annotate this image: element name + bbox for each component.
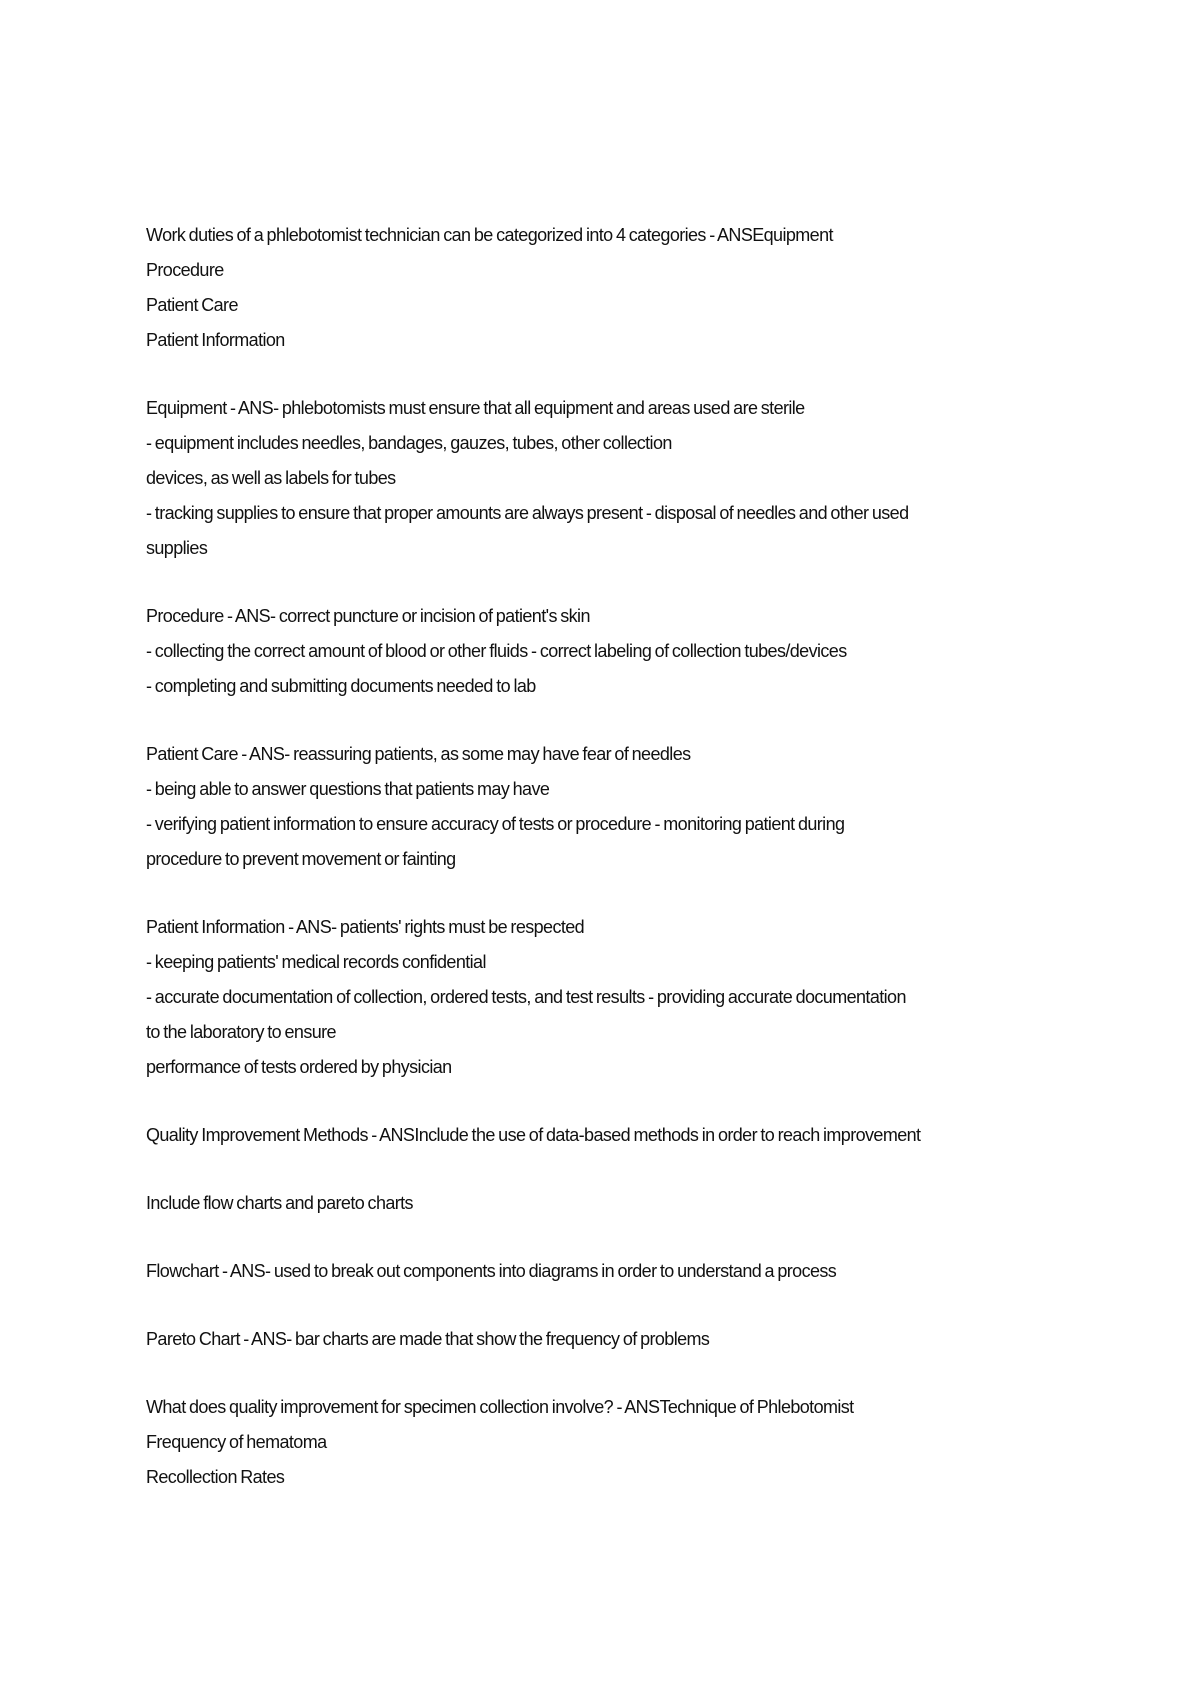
qa-patient-care: [146, 737, 1066, 877]
text-line: Patient Information: [146, 330, 285, 350]
text-line: - equipment includes needles, bandages, gauzes, tubes, other collection: [146, 433, 672, 453]
qa-equipment: [146, 391, 1066, 566]
text-line: - completing and submitting documents needed to lab: [146, 676, 536, 696]
qa-work-duties: [146, 218, 1066, 358]
text-line: devices, as well as labels for tubes: [146, 468, 396, 488]
text-line: Procedure: [146, 260, 224, 280]
text-line: Frequency of hematoma: [146, 1432, 327, 1452]
text-line: Quality Improvement Methods - ANSInclude the use of data-based methods in order to reach improvement: [146, 1125, 921, 1145]
qa-specimen-collection: [146, 1390, 1066, 1495]
document-page: [146, 218, 1066, 1528]
text-line: What does quality improvement for specimen collection involve? - ANSTechnique of Phlebotomist: [146, 1397, 854, 1417]
text-line: Equipment - ANS- phlebotomists must ensure that all equipment and areas used are sterile: [146, 398, 805, 418]
text-line: performance of tests ordered by physician: [146, 1057, 452, 1077]
text-line: Patient Care - ANS- reassuring patients, as some may have fear of needles: [146, 744, 691, 764]
text-line: Recollection Rates: [146, 1467, 285, 1487]
note-flow-pareto: [146, 1186, 1066, 1221]
text-line: - accurate documentation of collection, ordered tests, and test results - providing accurate documentation: [146, 987, 906, 1007]
text-line: to the laboratory to ensure: [146, 1022, 336, 1042]
text-line: - being able to answer questions that patients may have: [146, 779, 550, 799]
qa-pareto-chart: [146, 1322, 1066, 1357]
qa-procedure: [146, 599, 1066, 704]
qa-quality-improvement-methods: [146, 1118, 1066, 1153]
text-line: Pareto Chart - ANS- bar charts are made that show the frequency of problems: [146, 1329, 710, 1349]
qa-flowchart: [146, 1254, 1066, 1289]
text-line: - keeping patients' medical records confidential: [146, 952, 486, 972]
text-line: supplies: [146, 538, 208, 558]
text-line: Procedure - ANS- correct puncture or incision of patient's skin: [146, 606, 590, 626]
qa-patient-information: [146, 910, 1066, 1085]
text-line: Patient Information - ANS- patients' rights must be respected: [146, 917, 585, 937]
text-line: - collecting the correct amount of blood or other fluids - correct labeling of collection tubes/devices: [146, 641, 847, 661]
text-line: procedure to prevent movement or fainting: [146, 849, 456, 869]
text-line: - tracking supplies to ensure that proper amounts are always present - disposal of needles and other used: [146, 503, 909, 523]
text-line: Work duties of a phlebotomist technician can be categorized into 4 categories - ANSEquipment: [146, 225, 833, 245]
text-line: Flowchart - ANS- used to break out components into diagrams in order to understand a process: [146, 1261, 837, 1281]
text-line: Patient Care: [146, 295, 238, 315]
text-line: - verifying patient information to ensure accuracy of tests or procedure - monitoring patient during: [146, 814, 845, 834]
text-line: Include flow charts and pareto charts: [146, 1193, 413, 1213]
